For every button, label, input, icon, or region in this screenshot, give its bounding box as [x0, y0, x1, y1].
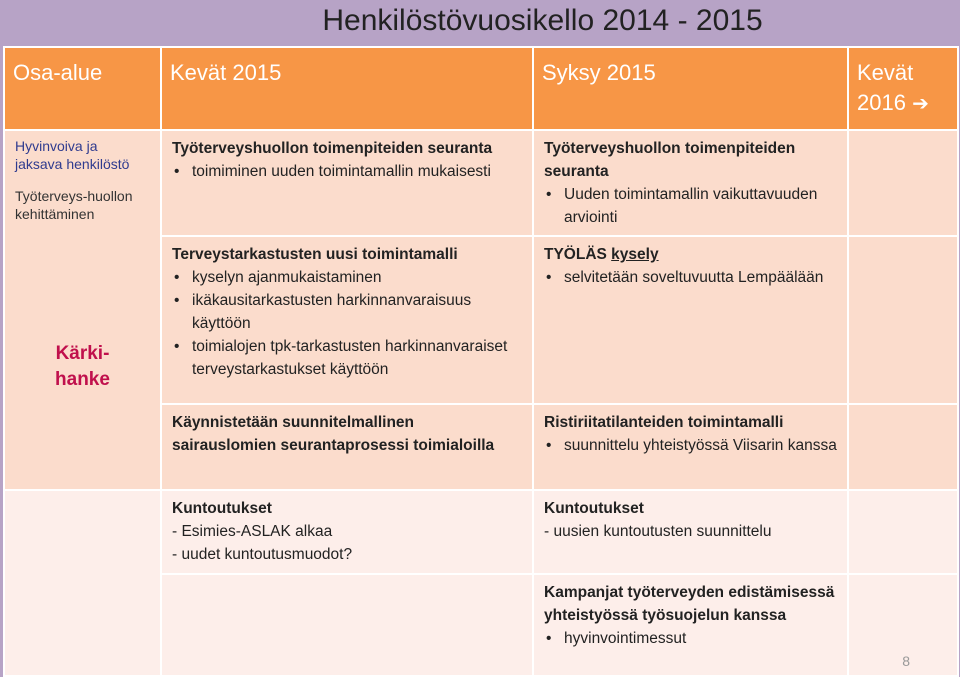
row2-spring-heading: Terveystarkastusten uusi toimintamalli: [172, 246, 458, 263]
row1-autumn: [533, 130, 848, 236]
row4-autumn-line-1: - uusien kuntoutusten suunnittelu: [544, 523, 772, 540]
row1-next: [848, 130, 958, 236]
row3-spring-heading: Käynnistetään suunnitelmallinen sairauslomien seurantaprosessi toimialoilla: [172, 414, 495, 454]
row4-spring-line-1: - Esimies-ASLAK alkaa: [172, 523, 333, 540]
row-1: [4, 130, 958, 236]
header-syksy-2015-label: Syksy 2015: [542, 60, 656, 85]
side-line-3: Työterveys-huollon: [15, 188, 133, 204]
page-number: 8: [902, 653, 910, 669]
karki-line-1: Kärki-: [55, 343, 110, 364]
annual-clock-table: [3, 46, 959, 677]
list-item: • toimialojen tpk-tarkastusten harkinnanvaraiset terveystarkastukset käyttöön: [172, 335, 522, 381]
row-4: [4, 490, 958, 574]
row5-spring: [161, 574, 533, 676]
row2-next: [848, 236, 958, 404]
side-line-1: Hyvinvoiva ja: [15, 138, 98, 154]
karki-line-2: hanke: [55, 369, 110, 390]
row3-autumn-heading: Ristiriitatilanteiden toimintamalli: [544, 414, 784, 431]
row4-autumn: [533, 490, 848, 574]
row4-spring: [161, 490, 533, 574]
row2-autumn-heading-underlined: kysely: [611, 246, 659, 263]
row4-autumn-heading: Kuntoutukset: [544, 500, 644, 517]
list-item: • ikäkausitarkastusten harkinnanvaraisuus käyttöön: [172, 289, 522, 335]
row4-spring-heading: Kuntoutukset: [172, 500, 272, 517]
row1-spring-heading: Työterveyshuollon toimenpiteiden seuranta: [172, 140, 493, 157]
list-item: • kyselyn ajanmukaistaminen: [172, 266, 522, 289]
row5-autumn: [533, 574, 848, 676]
page-title: Henkilöstövuosikello 2014 - 2015: [322, 4, 763, 37]
list-item: • selvitetään soveltuvuutta Lempäälään: [544, 266, 837, 289]
row4-spring-line-2: - uudet kuntoutusmuodot?: [172, 546, 353, 563]
row2-autumn: [533, 236, 848, 404]
row3-spring: [161, 404, 533, 490]
karkihanke-label: [15, 341, 150, 393]
list-item: • toimiminen uuden toimintamallin mukaisesti: [172, 160, 522, 183]
list-item: • hyvinvointimessut: [544, 627, 837, 650]
side-cell-lower: [4, 490, 161, 676]
list-item: • suunnittelu yhteistyössä Viisarin kanssa: [544, 434, 837, 457]
list-item: • Uuden toimintamallin vaikuttavuuden arviointi: [544, 183, 837, 229]
row3-autumn: [533, 404, 848, 490]
header-kevat-2016-label: Kevät 2016: [857, 60, 914, 115]
row5-autumn-heading: Kampanjat työterveyden edistämisessä yhteistyössä työsuojelun kanssa: [544, 584, 835, 624]
row2-autumn-heading: TYÖLÄS kysely: [544, 246, 659, 263]
side-line-2: jaksava henkilöstö: [15, 156, 130, 172]
side-cell: [4, 130, 161, 490]
side-line-4: kehittäminen: [15, 206, 95, 222]
row3-next: [848, 404, 958, 490]
header-kevat-2015-label: Kevät 2015: [170, 60, 282, 85]
header-kevat-2016: [848, 47, 958, 130]
row1-autumn-heading: Työterveyshuollon toimenpiteiden seuranta: [544, 140, 796, 180]
row1-spring: [161, 130, 533, 236]
header-kevat-2015: [161, 47, 533, 130]
header-row: [4, 47, 958, 130]
row2-spring: [161, 236, 533, 404]
header-syksy-2015: [533, 47, 848, 130]
arrow-right-icon: ➔: [912, 93, 929, 115]
header-osa-alue: [4, 47, 161, 130]
header-osa-alue-label: Osa-alue: [13, 60, 103, 85]
row4-next: [848, 490, 958, 574]
